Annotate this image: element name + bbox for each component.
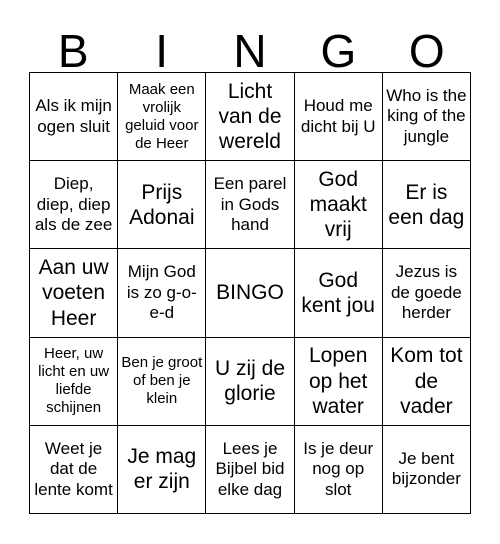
header-letter-b: B (57, 25, 89, 77)
bingo-cell[interactable]: Houd me dicht bij U (295, 73, 383, 161)
header-letter-n: N (233, 25, 267, 77)
bingo-cell[interactable]: God kent jou (295, 249, 383, 337)
bingo-cell[interactable]: Licht van de wereld (206, 73, 294, 161)
bingo-cell[interactable]: Je mag er zijn (118, 426, 206, 514)
bingo-cell[interactable]: Als ik mijn ogen sluit (30, 73, 118, 161)
bingo-cell[interactable]: Jezus is de goede herder (383, 249, 471, 337)
bingo-cell[interactable]: U zij de glorie (206, 338, 294, 426)
bingo-free-space[interactable]: BINGO (206, 249, 294, 337)
bingo-cell[interactable]: Aan uw voeten Heer (30, 249, 118, 337)
bingo-cell[interactable]: Ben je groot of ben je klein (118, 338, 206, 426)
bingo-cell[interactable]: Is je deur nog op slot (295, 426, 383, 514)
bingo-cell[interactable]: Lopen op het water (295, 338, 383, 426)
bingo-header (29, 25, 471, 77)
bingo-cell[interactable]: Prijs Adonai (118, 161, 206, 249)
header-letter-i: I (155, 25, 168, 77)
bingo-cell[interactable]: Weet je dat de lente komt (30, 426, 118, 514)
bingo-cell[interactable]: Lees je Bijbel bid elke dag (206, 426, 294, 514)
header-letter-g: G (320, 25, 357, 77)
bingo-cell[interactable]: Who is the king of the jungle (383, 73, 471, 161)
bingo-card-grid (29, 72, 471, 514)
bingo-cell[interactable]: God maakt vrij (295, 161, 383, 249)
header-letter-o: O (408, 25, 445, 77)
bingo-cell[interactable]: Maak een vrolijk geluid voor de Heer (118, 73, 206, 161)
bingo-cell[interactable]: Mijn God is zo g-o-e-d (118, 249, 206, 337)
bingo-cell[interactable]: Er is een dag (383, 161, 471, 249)
bingo-cell[interactable]: Je bent bijzonder (383, 426, 471, 514)
bingo-cell[interactable]: Heer, uw licht en uw liefde schijnen (30, 338, 118, 426)
bingo-cell[interactable]: Diep, diep, diep als de zee (30, 161, 118, 249)
bingo-cell[interactable]: Kom tot de vader (383, 338, 471, 426)
bingo-cell[interactable]: Een parel in Gods hand (206, 161, 294, 249)
